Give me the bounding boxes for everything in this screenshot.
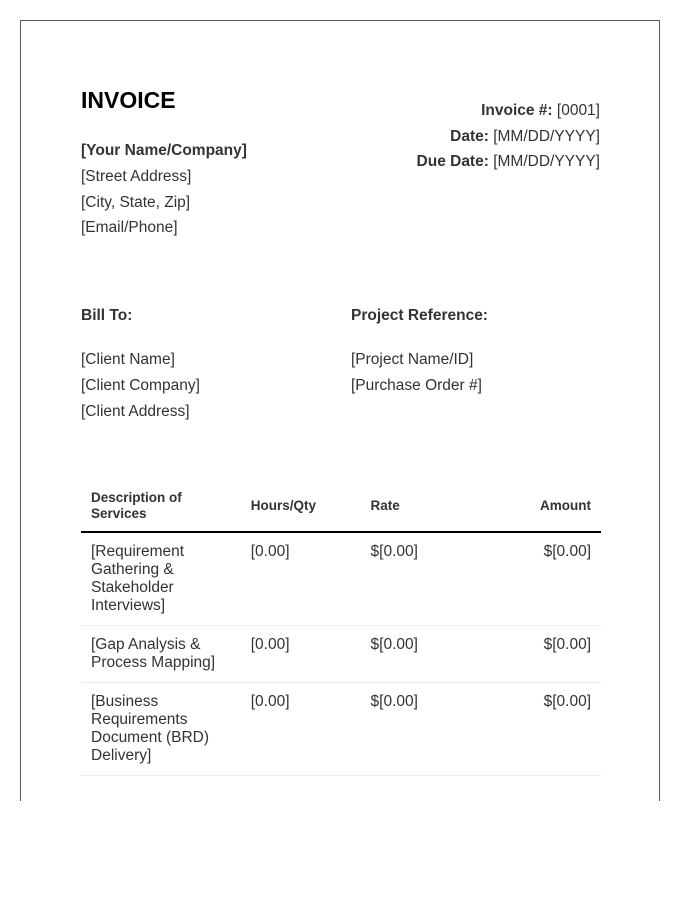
row-hours: [0.00] <box>241 532 361 626</box>
project-reference-block <box>351 347 482 399</box>
header-rate: Rate <box>361 481 530 532</box>
row-amount: $[0.00] <box>530 683 601 776</box>
client-address: [Client Address] <box>81 403 190 420</box>
header-amount: Amount <box>530 481 601 532</box>
invoice-number-value: [0001] <box>556 102 600 119</box>
row-description: [Gap Analysis & Process Mapping] <box>81 626 241 683</box>
table-header-row <box>81 481 601 532</box>
client-name: [Client Name] <box>81 351 175 368</box>
sender-city: [City, State, Zip] <box>81 193 191 211</box>
sender-block <box>81 138 247 241</box>
row-rate: $[0.00] <box>361 626 530 683</box>
bill-to-block <box>81 347 200 425</box>
table-row <box>81 532 601 626</box>
row-amount: $[0.00] <box>530 626 601 683</box>
client-company: [Client Company] <box>81 377 200 394</box>
row-description: [Business Requirements Document (BRD) Delivery] <box>81 683 241 776</box>
sender-contact: [Email/Phone] <box>81 219 178 237</box>
row-description: [Requirement Gathering & Stakeholder Interviews] <box>81 532 241 626</box>
services-table <box>81 481 601 776</box>
purchase-order: [Purchase Order #] <box>351 377 482 394</box>
header-description: Description of Services <box>81 481 241 532</box>
row-hours: [0.00] <box>241 683 361 776</box>
table-row <box>81 626 601 683</box>
bill-to-heading: Bill To: <box>81 307 133 324</box>
project-reference-heading: Project Reference: <box>351 307 488 324</box>
invoice-date-line <box>417 124 600 150</box>
invoice-page <box>20 20 660 801</box>
header-hours: Hours/Qty <box>241 481 361 532</box>
project-name: [Project Name/ID] <box>351 351 474 368</box>
due-date-value: [MM/DD/YYYY] <box>493 153 600 170</box>
due-date-line <box>417 149 600 175</box>
sender-name: [Your Name/Company] <box>81 142 247 159</box>
row-rate: $[0.00] <box>361 532 530 626</box>
table-row <box>81 683 601 776</box>
invoice-meta <box>417 98 600 175</box>
invoice-number-label: Invoice #: <box>481 102 553 119</box>
invoice-date-value: [MM/DD/YYYY] <box>493 127 600 145</box>
row-rate: $[0.00] <box>361 683 530 776</box>
invoice-date-label: Date: <box>450 127 489 145</box>
row-amount: $[0.00] <box>530 532 601 626</box>
invoice-number-line <box>417 98 600 124</box>
row-hours: [0.00] <box>241 626 361 683</box>
sender-street: [Street Address] <box>81 167 192 185</box>
invoice-title: INVOICE <box>81 87 176 113</box>
due-date-label: Due Date: <box>416 153 489 170</box>
